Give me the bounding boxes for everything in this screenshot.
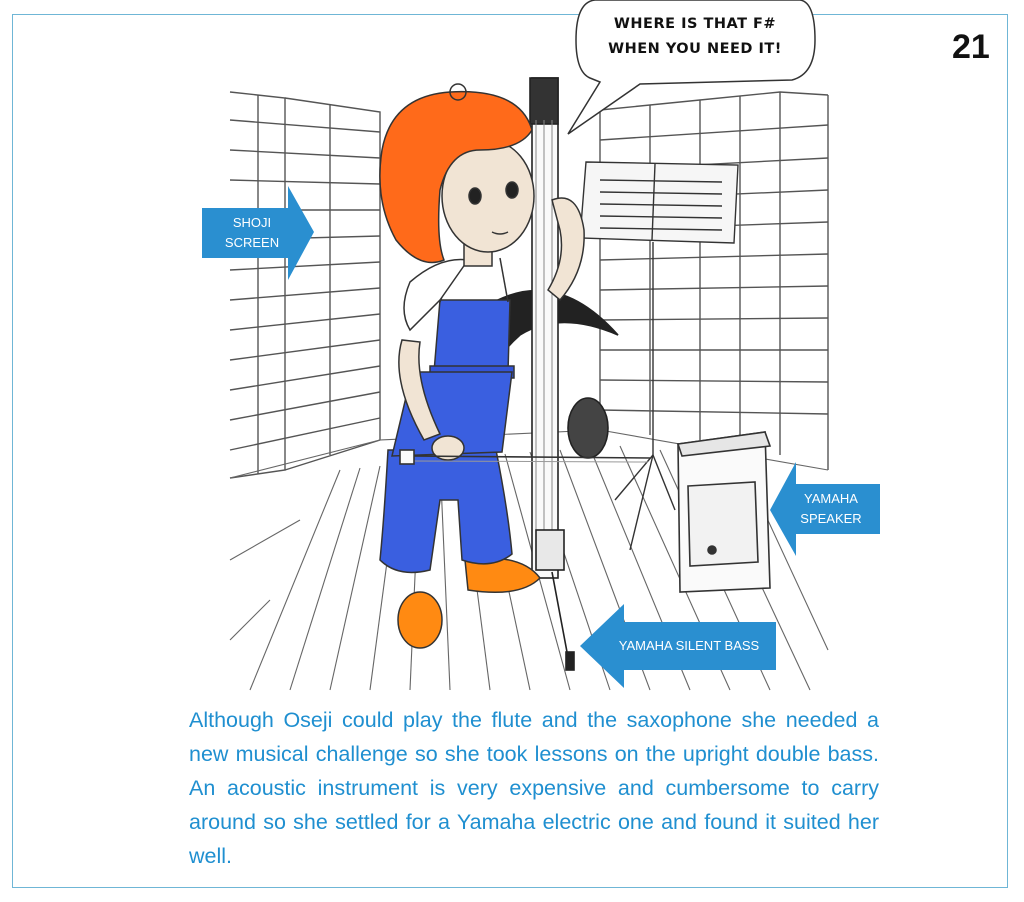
yamaha-speaker-label [788,489,874,529]
speech-line-2: WHEN YOU NEED IT! [608,41,782,57]
shoji-screen-right [600,92,828,470]
speech-bubble-text [582,12,808,62]
shoji-label-line-1: SHOJI [232,215,272,230]
yamaha-speaker [678,432,770,592]
yamaha-silent-bass-label [606,636,772,656]
story-caption: Although Oseji could play the flute and the saxophone she needed a new musical challenge so she took lessons on the upright double bass. An acoustic instrument is very expensive and cumbersome to carry around so she settled for a Yamaha electric one and found it suited her well. [189,708,879,868]
speech-line-1: WHERE IS THAT F# [613,16,777,32]
speaker-label-line-2: SPEAKER [800,511,862,526]
speaker-label-line-1: YAMAHA [804,491,858,506]
shoji-screen-label [212,213,292,253]
page-number: 21 [952,28,990,66]
bass-label-line-1: YAMAHA SILENT BASS [618,638,760,653]
shoji-screen-left [230,92,380,478]
shoji-label-line-2: SCREEN [224,235,280,250]
